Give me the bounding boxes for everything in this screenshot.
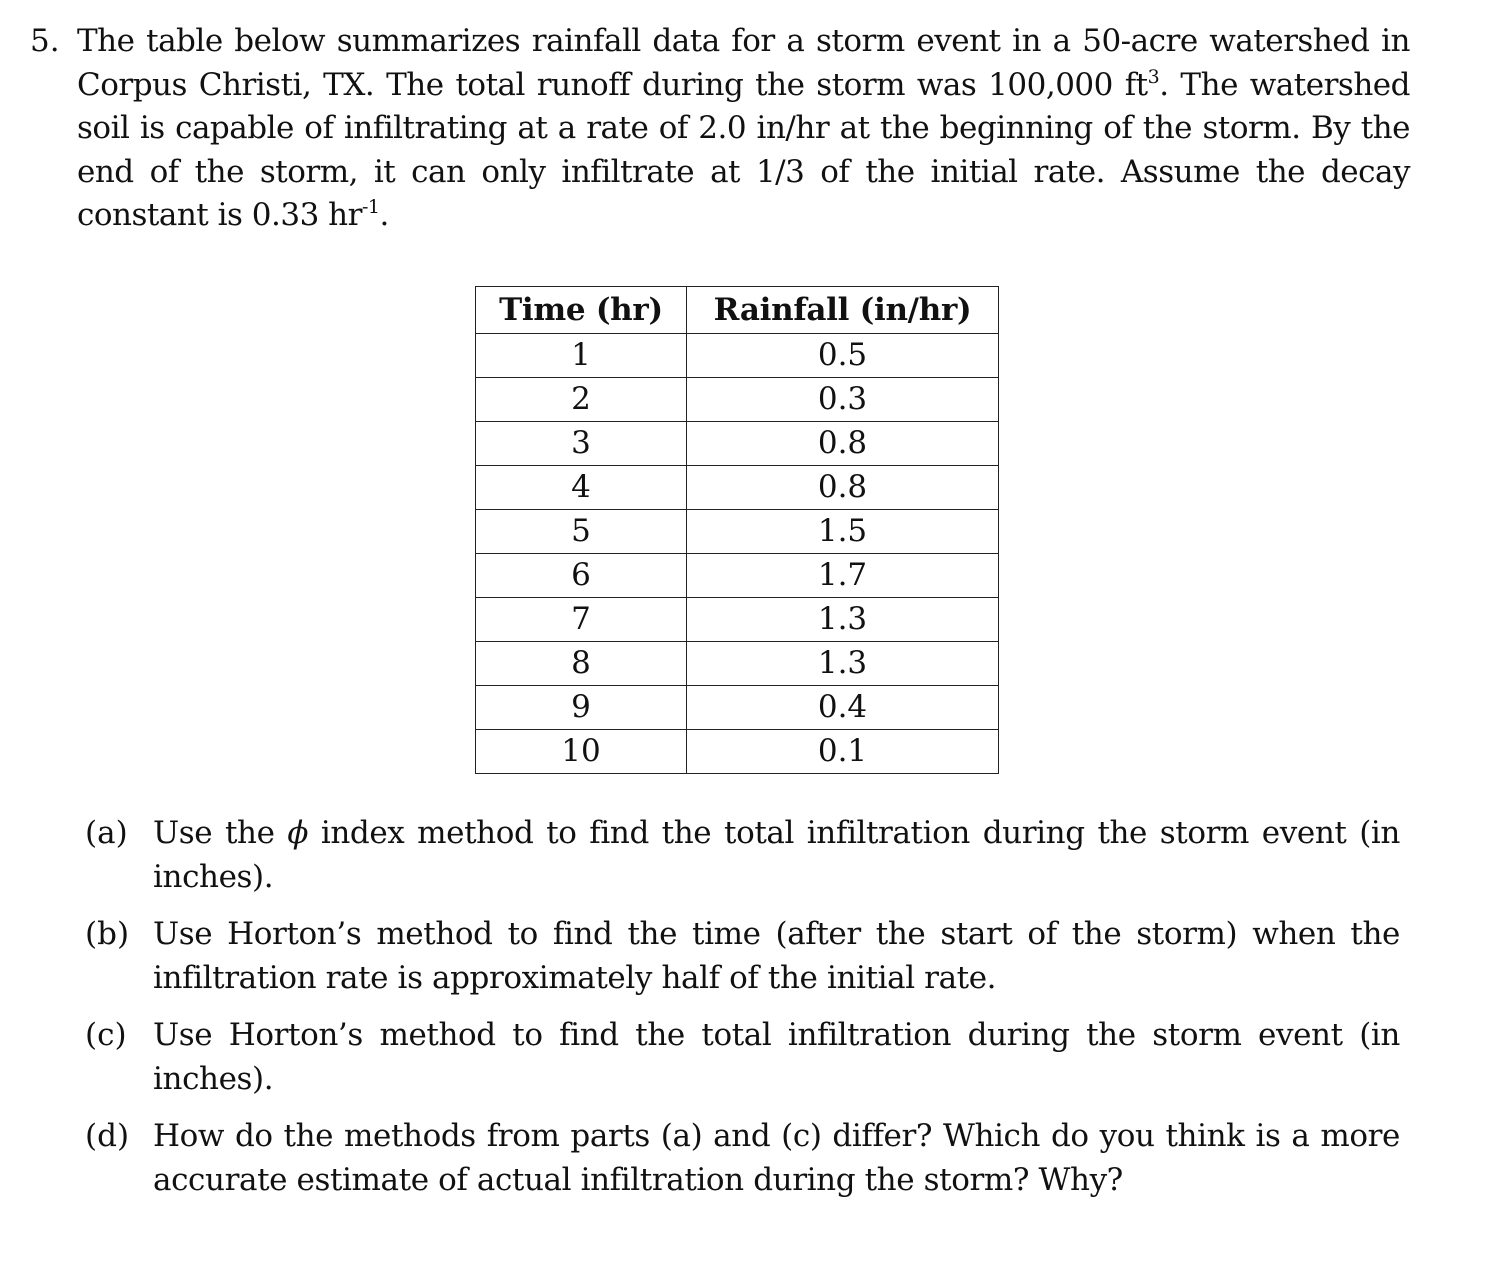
part-a-text-pre: Use the (153, 815, 288, 851)
part-a (85, 812, 1400, 899)
part-a-text-post: index method to find the total infiltration during the storm event (in inches). (153, 815, 1400, 895)
table-row (476, 730, 999, 774)
rainfall-table-container (475, 286, 999, 774)
part-c (85, 1014, 1400, 1101)
table-row (476, 686, 999, 730)
rainfall-cell: 0.3 (687, 378, 999, 422)
time-cell: 5 (476, 510, 687, 554)
part-b (85, 913, 1400, 1000)
table-row (476, 642, 999, 686)
table-header-row (476, 287, 999, 334)
table-row (476, 554, 999, 598)
part-a-label: (a) (85, 815, 128, 851)
part-c-label: (c) (85, 1017, 127, 1053)
header-time: Time (hr) (476, 287, 687, 334)
table-row (476, 334, 999, 378)
part-a-text (153, 812, 1400, 899)
table-row (476, 422, 999, 466)
part-b-text: Use Horton’s method to find the time (after the start of the storm) when the infiltration rate is approximately half of the initial rate. (153, 916, 1400, 996)
question-parts (85, 812, 1400, 1216)
part-d-text: How do the methods from parts (a) and (c) differ? Which do you think is a more accurate estimate of actual infiltration during the storm? Why? (153, 1118, 1400, 1198)
statement-intro: The table below summarizes rainfall data for a storm event in a 50-acre watershed in Corpus Christi, TX. The total runoff during the storm was 100,000 ft (77, 23, 1410, 103)
statement-continued: . The watershed soil is capable of infiltrating at a rate of 2.0 in/hr at the beginning of the storm. By the end of the storm, it can only infiltrate at 1/3 of the initial rate. Assume the decay constant is 0.33 hr (77, 66, 1410, 233)
time-cell: 4 (476, 466, 687, 510)
time-cell: 10 (476, 730, 687, 774)
rainfall-cell: 0.5 (687, 334, 999, 378)
time-cell: 2 (476, 378, 687, 422)
part-b-label: (b) (85, 916, 130, 952)
decay-exponent: -1 (361, 196, 380, 218)
part-d (85, 1115, 1400, 1202)
phi-symbol: ϕ (287, 815, 309, 851)
problem-5 (30, 20, 1410, 238)
rainfall-table (475, 286, 999, 774)
rainfall-cell: 0.8 (687, 466, 999, 510)
rainfall-cell: 1.7 (687, 554, 999, 598)
table-row (476, 466, 999, 510)
time-cell: 9 (476, 686, 687, 730)
rainfall-cell: 1.3 (687, 642, 999, 686)
header-rainfall: Rainfall (in/hr) (687, 287, 999, 334)
part-d-label: (d) (85, 1118, 130, 1154)
time-cell: 7 (476, 598, 687, 642)
time-cell: 6 (476, 554, 687, 598)
table-row (476, 378, 999, 422)
cubic-exponent: 3 (1147, 65, 1160, 88)
rainfall-cell: 0.8 (687, 422, 999, 466)
rainfall-cell: 0.4 (687, 686, 999, 730)
rainfall-cell: 1.3 (687, 598, 999, 642)
problem-statement (77, 20, 1410, 238)
table-row (476, 510, 999, 554)
rainfall-cell: 1.5 (687, 510, 999, 554)
statement-end: . (379, 197, 389, 233)
table-row (476, 598, 999, 642)
rainfall-cell: 0.1 (687, 730, 999, 774)
time-cell: 1 (476, 334, 687, 378)
part-c-text: Use Horton’s method to find the total infiltration during the storm event (in inches). (153, 1017, 1400, 1097)
time-cell: 3 (476, 422, 687, 466)
time-cell: 8 (476, 642, 687, 686)
problem-number: 5. (30, 23, 60, 59)
